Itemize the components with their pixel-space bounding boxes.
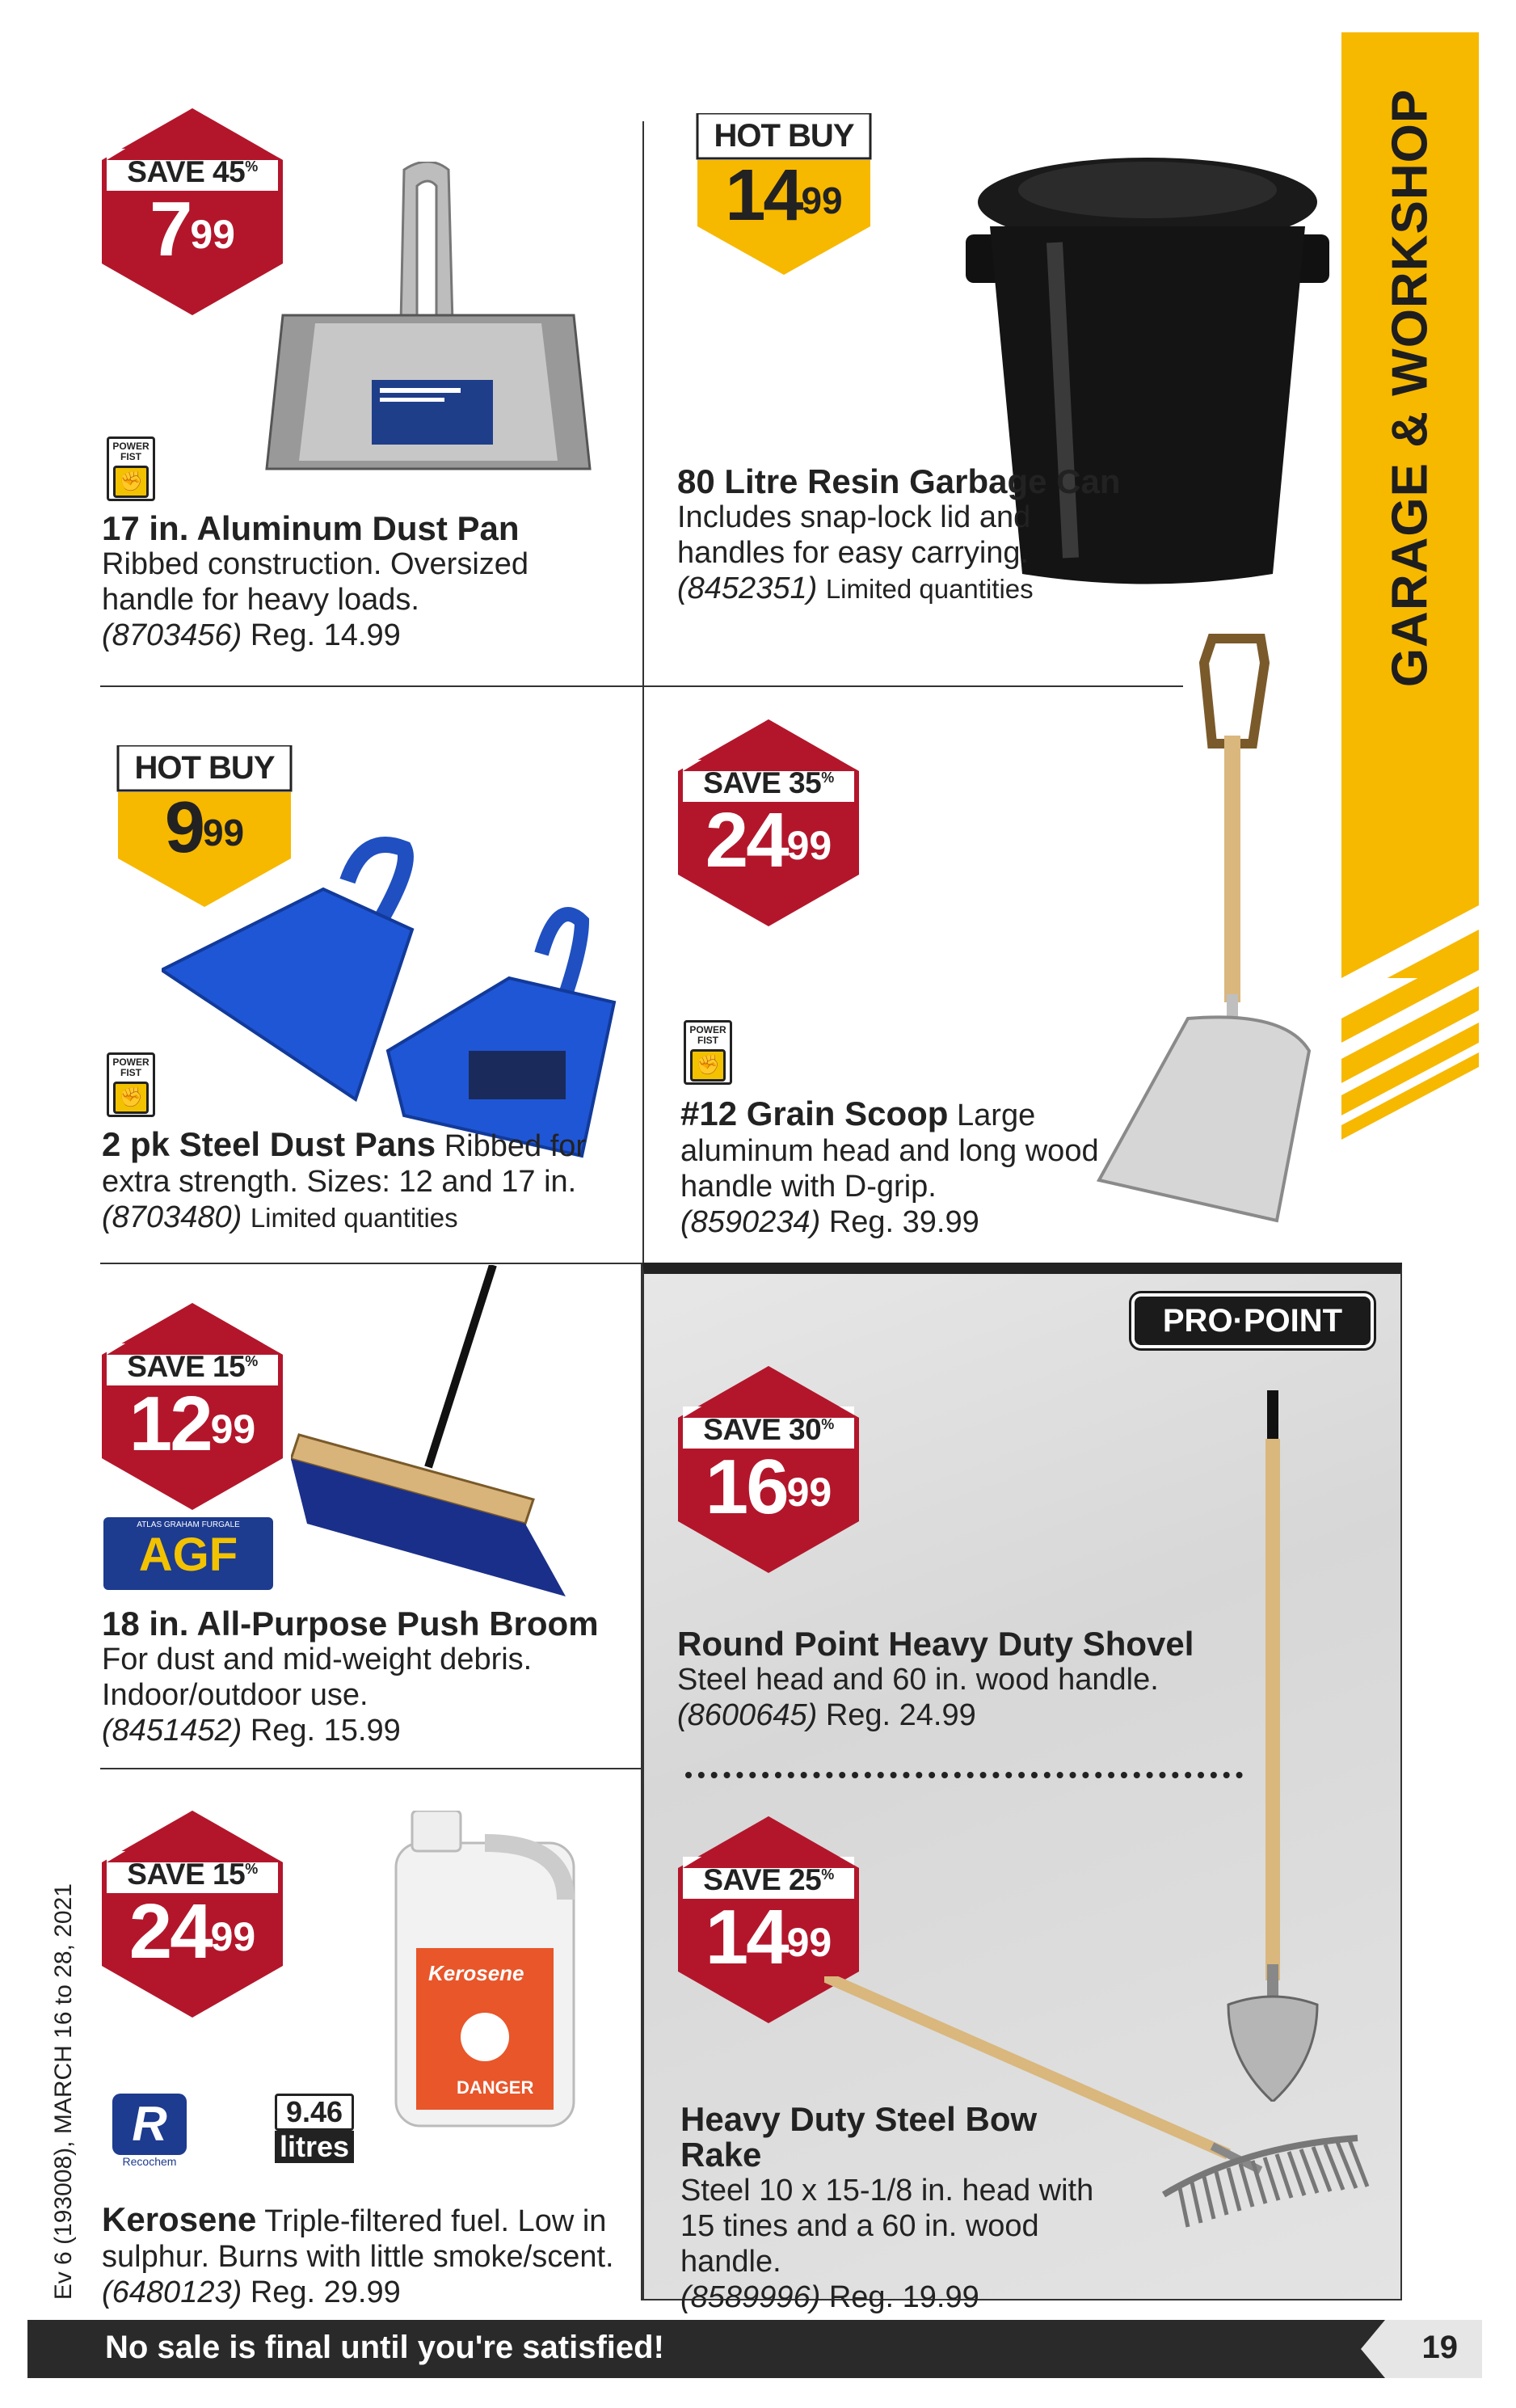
product-text: Steel head and 60 in. wood handle. bbox=[677, 1663, 1159, 1697]
product-description bbox=[102, 1606, 619, 1748]
svg-text:Kerosene: Kerosene bbox=[428, 1961, 524, 1985]
power-fist-logo: POWER FIST ✊ bbox=[107, 436, 155, 501]
save-label: SAVE 15 bbox=[127, 1858, 246, 1891]
product-title: Round Point Heavy Duty Shovel bbox=[677, 1625, 1194, 1663]
aluminum-dust-pan-image bbox=[259, 162, 598, 485]
price: 24 bbox=[128, 1888, 211, 1975]
save-badge: SAVE 15% $12^{99}$ bbox=[99, 1301, 286, 1512]
product-sku: (8703456) bbox=[102, 618, 242, 652]
row-divider bbox=[100, 1263, 642, 1264]
power-fist-logo: POWER FIST ✊ bbox=[107, 1052, 155, 1117]
category-title: GARAGE & WORKSHOP bbox=[1382, 88, 1438, 688]
page-tab bbox=[1353, 2320, 1482, 2378]
save-label: SAVE 35 bbox=[703, 766, 822, 799]
limited-quantities: Limited quantities bbox=[250, 1203, 458, 1233]
product-text: Includes snap-lock lid and handles for easy carrying. bbox=[677, 500, 1031, 570]
regular-price: Reg. 19.99 bbox=[828, 2280, 979, 2314]
product-sku: (8600645) bbox=[677, 1698, 818, 1732]
recochem-logo: R Recochem bbox=[105, 2094, 194, 2174]
row-divider bbox=[100, 685, 1183, 687]
product-sku: (8452351) bbox=[677, 571, 818, 605]
regular-price: Reg. 29.99 bbox=[250, 2275, 401, 2309]
hot-buy-label: HOT BUY bbox=[714, 118, 854, 154]
product-title: 80 Litre Resin Garbage Can bbox=[677, 462, 1121, 500]
product-description bbox=[102, 1127, 619, 1236]
product-text: Steel 10 x 15-1/8 in. head with 15 tines and a 60 in. wood handle. bbox=[680, 2174, 1094, 2279]
hot-buy-badge: HOT BUY $14^{99}$ bbox=[691, 113, 877, 275]
svg-text:DANGER: DANGER bbox=[457, 2077, 534, 2098]
product-description bbox=[677, 1626, 1227, 1733]
power-fist-logo: POWER FIST ✊ bbox=[684, 1020, 732, 1085]
regular-price: Reg. 15.99 bbox=[250, 1714, 401, 1748]
kerosene-jug-image bbox=[380, 1811, 590, 2134]
price: 7 bbox=[149, 186, 191, 272]
dotted-separator bbox=[685, 1772, 1243, 1778]
save-badge: SAVE 35% $24^{99}$ bbox=[675, 718, 862, 928]
price: 14 bbox=[725, 155, 802, 236]
product-title: 18 in. All-Purpose Push Broom bbox=[102, 1605, 599, 1643]
product-sku: (6480123) bbox=[102, 2275, 242, 2309]
product-description bbox=[102, 2202, 619, 2310]
price: 12 bbox=[128, 1381, 211, 1467]
steel-dust-pans-image bbox=[162, 833, 630, 1164]
hot-buy-label: HOT BUY bbox=[134, 750, 275, 786]
column-divider bbox=[642, 121, 644, 687]
product-description bbox=[102, 511, 619, 653]
product-title: 17 in. Aluminum Dust Pan bbox=[102, 509, 520, 547]
price: 16 bbox=[705, 1444, 787, 1530]
save-label: SAVE 25 bbox=[703, 1863, 822, 1896]
satisfaction-guarantee: No sale is final until you're satisfied! bbox=[105, 2330, 664, 2365]
product-title: Kerosene bbox=[102, 2200, 257, 2238]
price: 9 bbox=[164, 787, 203, 868]
product-description bbox=[677, 464, 1130, 607]
regular-price: Reg. 14.99 bbox=[250, 618, 401, 652]
price: 14 bbox=[705, 1894, 787, 1980]
size-tag: 9.46 litres bbox=[275, 2094, 354, 2163]
product-text: For dust and mid-weight debris. Indoor/outdoor use. bbox=[102, 1643, 533, 1712]
product-sku: (8589996) bbox=[680, 2280, 821, 2314]
footer-bar bbox=[27, 2320, 1482, 2378]
save-label: SAVE 15 bbox=[127, 1350, 246, 1383]
column-divider bbox=[642, 687, 644, 1263]
grain-scoop-image bbox=[1091, 630, 1333, 1237]
product-text: Large aluminum head and long wood handle with D-grip. bbox=[680, 1099, 1099, 1204]
edition-info: Ev 6 (193008), MARCH 16 to 28, 2021 bbox=[50, 1883, 77, 2300]
product-title: 2 pk Steel Dust Pans bbox=[102, 1125, 436, 1163]
pro-point-logo: PRO·POINT bbox=[1131, 1293, 1374, 1348]
product-title: Heavy Duty Steel Bow Rake bbox=[680, 2100, 1038, 2174]
price: 24 bbox=[705, 797, 787, 883]
product-text: Ribbed construction. Oversized handle for heavy loads. bbox=[102, 547, 529, 617]
product-description bbox=[680, 2102, 1117, 2315]
save-badge: SAVE 30% $16^{99}$ bbox=[675, 1364, 862, 1575]
row-divider bbox=[100, 1768, 642, 1769]
limited-quantities: Limited quantities bbox=[825, 574, 1034, 604]
product-title: #12 Grain Scoop bbox=[680, 1094, 949, 1132]
save-badge: SAVE 25% $14^{99}$ bbox=[675, 1815, 862, 2025]
page-number: 19 bbox=[1421, 2330, 1458, 2365]
product-sku: (8451452) bbox=[102, 1714, 242, 1748]
push-broom-image bbox=[291, 1265, 582, 1605]
save-label: SAVE 45 bbox=[127, 155, 246, 188]
save-label: SAVE 30 bbox=[703, 1413, 822, 1446]
hot-buy-badge: HOT BUY $9^{99}$ bbox=[112, 745, 297, 907]
save-badge: SAVE 45% $7^{99}$ bbox=[99, 107, 286, 317]
regular-price: Reg. 24.99 bbox=[825, 1698, 976, 1732]
product-text: Triple-filtered fuel. Low in sulphur. Burns with little smoke/scent. bbox=[102, 2204, 614, 2274]
save-badge: SAVE 15% $24^{99}$ bbox=[99, 1809, 286, 2019]
product-sku: (8590234) bbox=[680, 1205, 821, 1239]
product-sku: (8703480) bbox=[102, 1200, 242, 1234]
product-description bbox=[680, 1096, 1117, 1240]
product-text: Ribbed for extra strength. Sizes: 12 and 17 in. bbox=[102, 1129, 587, 1199]
agf-logo: ATLAS GRAHAM FURGALE AGF bbox=[103, 1517, 273, 1590]
regular-price: Reg. 39.99 bbox=[828, 1205, 979, 1239]
